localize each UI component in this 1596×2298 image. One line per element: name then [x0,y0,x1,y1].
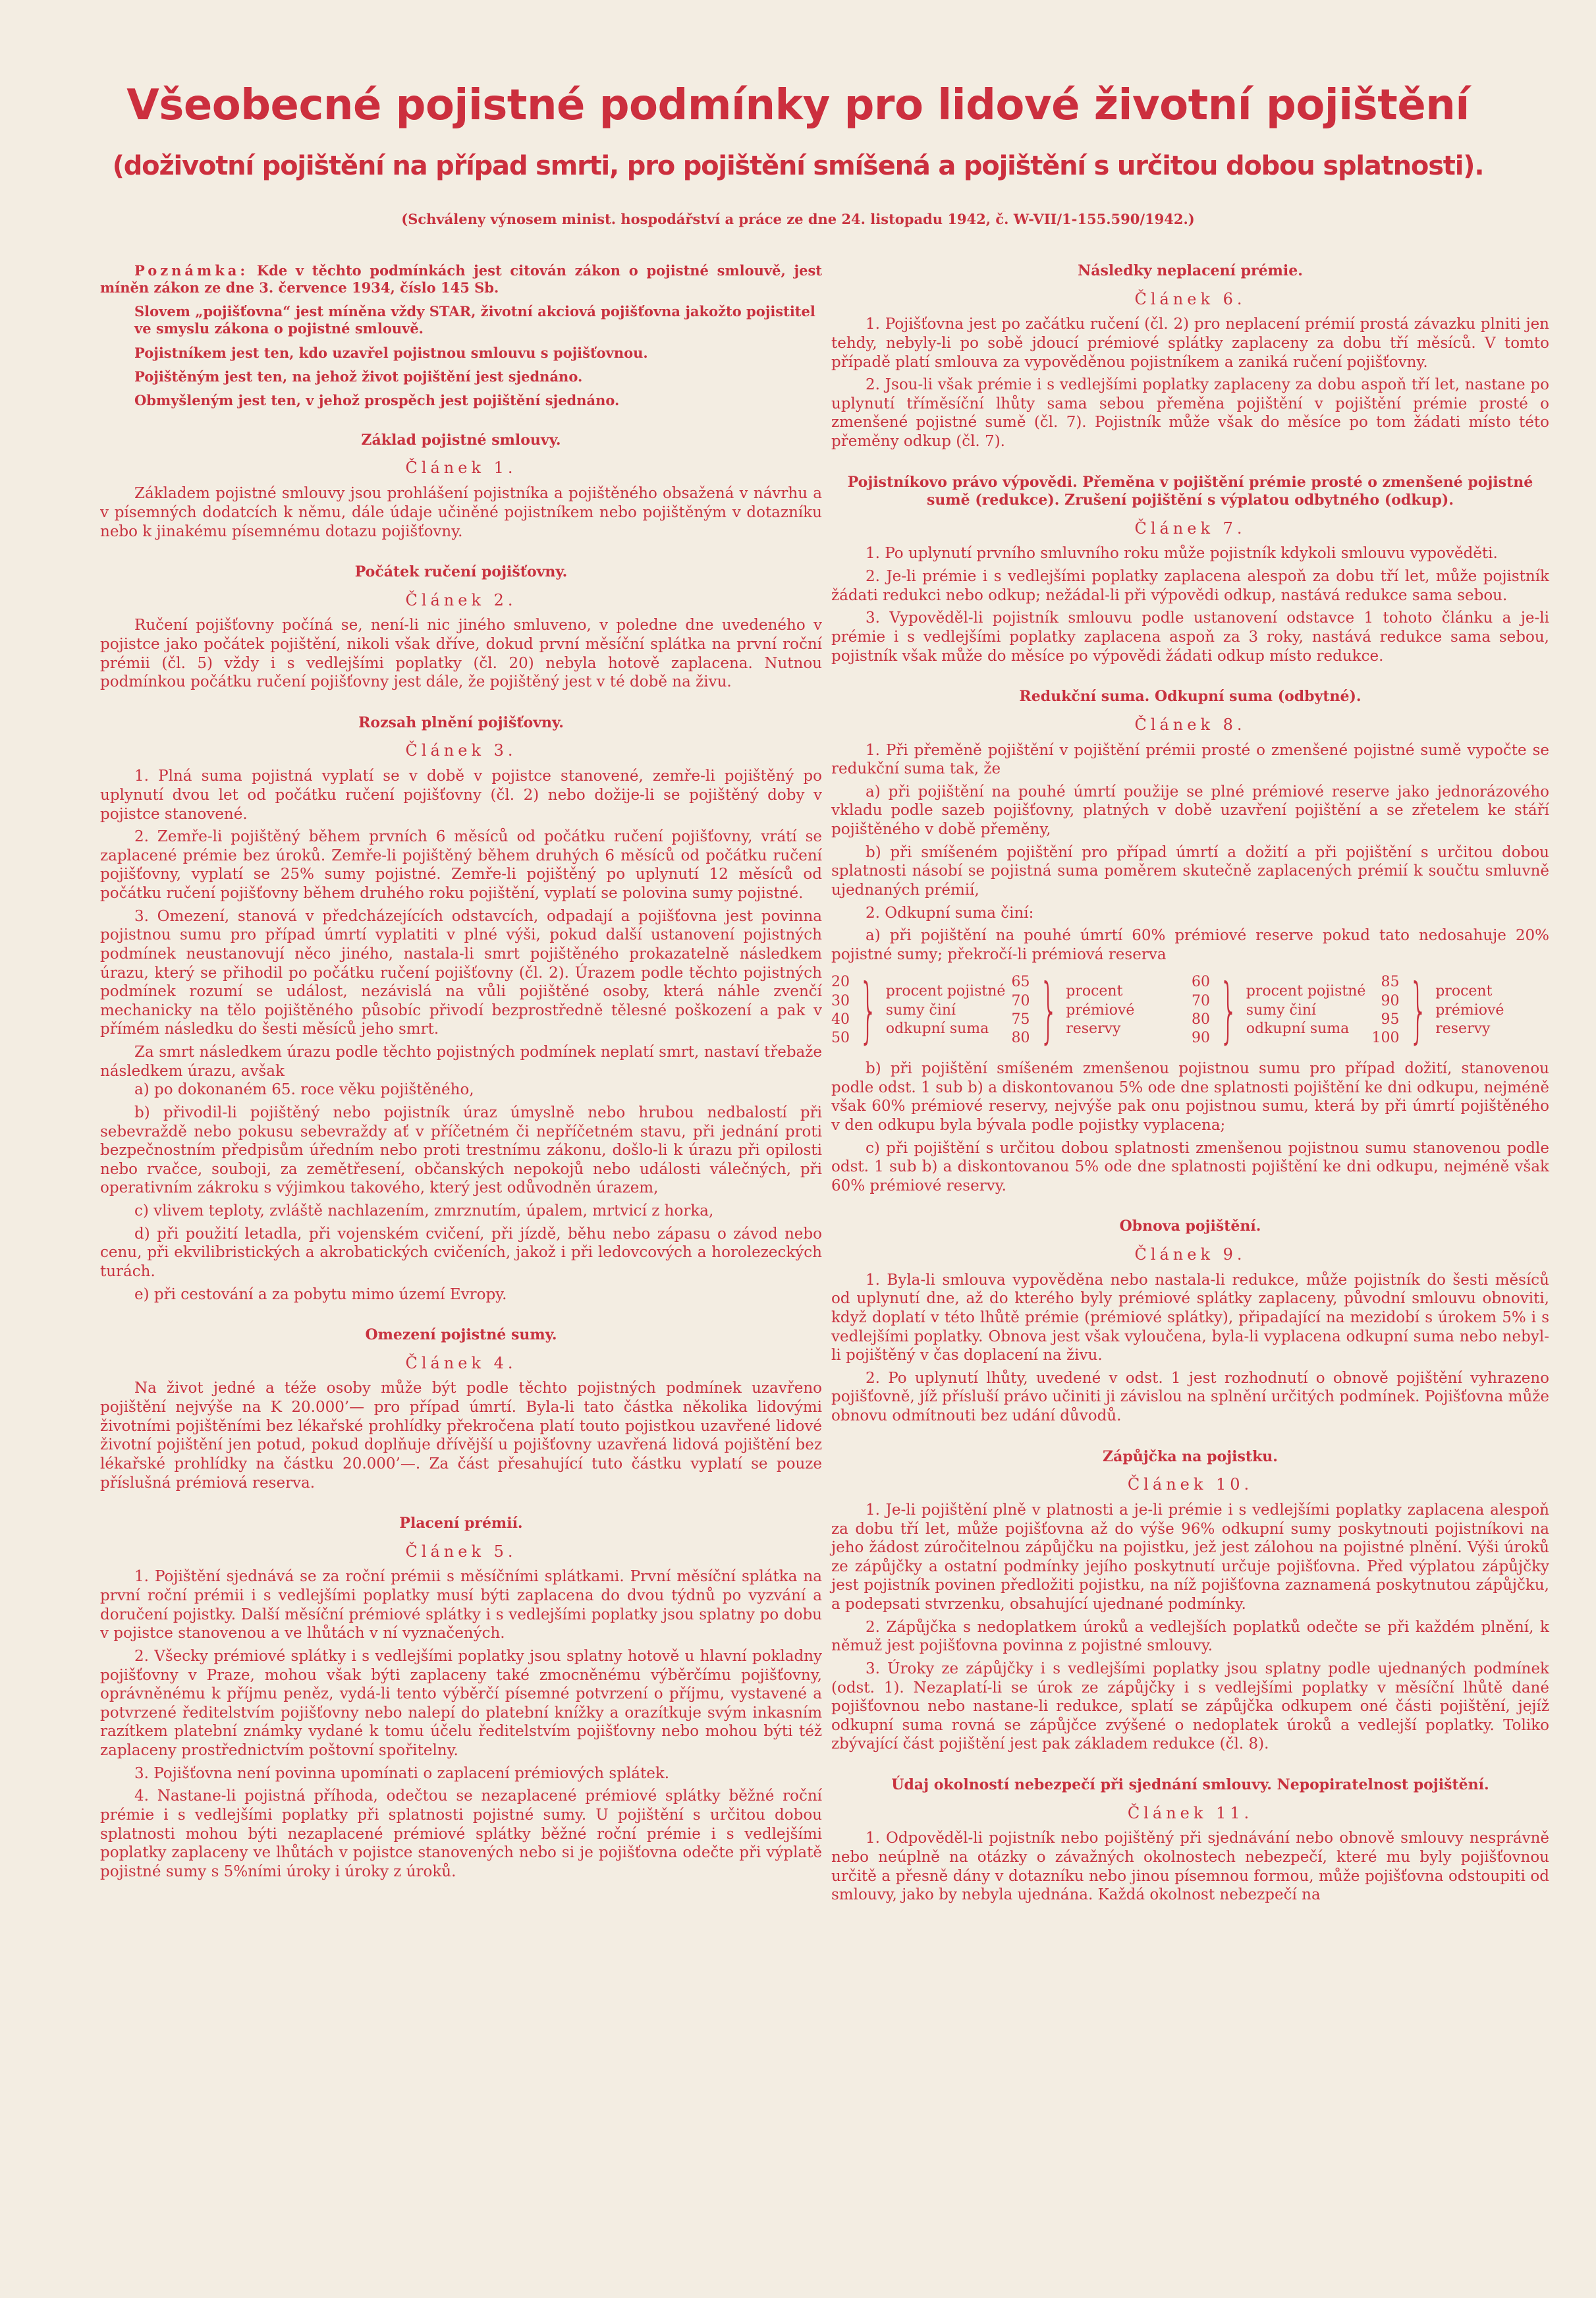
percent-value: 75 [1011,1011,1030,1028]
percent-label: procent pojistné sumy činí odkupní suma [885,983,1006,1037]
percent-value: 30 [831,992,850,1009]
list-item: a) při pojištění na pouhé úmrtí 60% prémiové reserve pokud tato nedosahuje 20% pojistné sumy; překročí-li prémiová reserva [831,927,1549,963]
paragraph: 2. Zápůjčka s nedoplatkem úroků a vedlejších poplatků odečte se při každém plnění, k němuž jest pojišťovna povinna z pojistné smlouvy. [831,1618,1549,1655]
percent-label: procent prémiové reservy [1435,983,1504,1037]
list-item: a) po dokonaném 65. roce věku pojištěného, [134,1081,474,1099]
article-number: Článek 6. [1134,289,1246,308]
percent-label: procent pojistné sumy činí odkupní suma [1246,983,1366,1037]
list-item: e) při cestování a za pobytu mimo území Evropy. [134,1285,507,1303]
paragraph: 3. Omezení, stanová v předcházejících odstavcích, odpadají a pojišťovna jest povinna pojistnou sumu pro případ úmrtí vyplatiti v plné výši, pokud další ustanovení pojistných podmínek neustanovují něco jiného, nastala-li smrt pojištěného prokazatelně následkem úrazu, který se přihodil po počátku ručení pojišťovny (čl. 2). Úrazem podle těchto pojistných podmínek rozumí se událost, nezávislá na vůli pojištěné osoby, která náhle zvenčí mechanicky na tělo pojištěného působíc přivodí bezprostředně tělesné poškození a pak v přímém následku do šesti měsíců jeho smrt. [100,907,822,1038]
note-label: Poznámka: [134,262,249,279]
document-title: Všeobecné pojistné podmínky pro lidové životní pojištění [126,81,1470,130]
percent-value: 20 [831,974,850,991]
paragraph: 1. Je-li pojištění plně v platnosti a je-li prémie i s vedlejšími poplatky zaplacena alespoň za dobu tří let, může pojišťovna až do výše 96% odkupní sumy poskytnouti pojistníkovi na jeho žádost zúročitelnou zápůjčku na pojistku, jež jest zálohou na pojistné plnění. Výši úroků ze zápůjčky a ostatní podmínky jejího poskytnutí určuje pojišťovna. Před výplatou zápůjčky jest pojistník povinen předložiti pojistku, na níž pojišťovna zaznamená poskytnutou zápůjčku, a podepsati stvrzenku, obsahující ujednané podmínky. [831,1501,1549,1613]
section-heading: Následky neplacení prémie. [1078,262,1303,279]
list-item: b) při pojištění smíšeném zmenšenou pojistnou sumu pro případ dožití, stanovenou podle odst. 1 sub b) a diskontovanou 5% ode dne splatnosti pojištění ke dni odkupu, nejméně však 60% prémiové reservy, nejvýše pak onu pojistnou sumu, která by při úmrtí pojištěného v den odkupu byla bývala podle pojistky vyplacena; [831,1060,1549,1134]
section-heading: Obnova pojištění. [1119,1218,1261,1235]
section-heading: Redukční suma. Odkupní suma (odbytné). [1019,688,1362,706]
paragraph: 1. Byla-li smlouva vypověděna nebo nastala-li redukce, může pojistník do šesti měsíců od uplynutí dne, až do kterého byly prémiové splátky zaplaceny, původní smlouvu obnoviti, když doplatí v této lhůtě prémie (prémiové splátky), připadající na mezidobí s úrokem 5% i s vedlejšími poplatky. Obnova jest však vyloučena, byla-li vyplacena odkupní suma nebo nebyl-li pojištěný v čas doplacení na živu. [831,1271,1549,1364]
definition-pojistovna: Slovem „pojišťovna“ jest míněna vždy STAR, životní akciová pojišťovna jakožto pojistitel ve smyslu zákona o pojistné smlouvě. [134,303,815,337]
paragraph: 1. Při přeměně pojištění v pojištění prémii prosté o zmenšené pojistné sumě vypočte se redukční suma tak, že [831,741,1549,778]
article-number: Článek 7. [1134,518,1246,538]
percent-values [831,973,852,1048]
article-number: Článek 11. [1127,1803,1253,1822]
percent-value: 90 [1381,992,1400,1009]
section-heading: Zápůjčka na pojistku. [1103,1447,1278,1465]
definition-pojisteny: Pojištěným jest ten, na jehož život pojištění jest sjednáno. [134,368,583,385]
section-heading: Údaj okolností nebezpečí při sjednání smlouvy. Nepopiratelnost pojištění. [891,1776,1489,1794]
section-heading: Pojistníkovo právo výpovědi. Přeměna v pojištění prémie prosté o zmenšené pojistné sumě (redukce). Zrušení pojištění s výplatou odbytného (odkup). [847,473,1533,509]
section-heading: Placení prémií. [399,1515,523,1532]
section-heading: Rozsah plnění pojišťovny. [358,714,564,731]
percent-value: 60 [1192,974,1210,991]
paragraph: 2. Jsou-li však prémie i s vedlejšími poplatky zaplaceny za dobu aspoň tří let, nastane po uplynutí tříměsíční lhůty sama sebou přeměna pojištění v pojištění prémie prosté o zmenšené pojistné sumě (čl. 7). Pojistník může však do měsíce po tom žádati místo této přeměny odkup (čl. 7). [831,376,1549,451]
percent-value: 65 [1011,974,1030,991]
percent-group [831,968,1009,1051]
paragraph: 3. Vypověděl-li pojistník smlouvu podle ustanovení odstavce 1 tohoto článku a je-li prémie i s vedlejšími poplatky zaplacena aspoň za 3 roky, nastává redukce sama sebou, pojistník však může do měsíce po výpovědi žádati odkup místo redukce. [831,609,1549,665]
article-number: Článek 1. [405,459,517,478]
right-column [831,262,1549,1905]
list-item: b) při smíšeném pojištění pro případ úmrtí a dožití a při pojištění s určitou dobou splatnosti násobí se pojistná suma poměrem skutečně zaplacených prémií k součtu smluvně ujednaných prémií, [831,843,1549,899]
article-number: Článek 3. [405,741,517,760]
list-item: d) při použití letadla, při vojenském cvičení, při jízdě, běhu nebo zápasu o závod nebo cenu, při ekvilibristických a akrobatických cvičeních, jakož i při ledovcových a horolezeckých turách. [100,1225,822,1280]
article-number: Článek 10. [1127,1475,1253,1494]
article-number: Článek 9. [1134,1245,1246,1264]
percent-value: 100 [1371,1029,1400,1046]
article-number: Článek 2. [405,590,517,609]
paragraph: Ručení pojišťovny počíná se, není-li nic jiného smluveno, v poledne dne uvedeného v pojistce jako počátek pojištění, nikoli však dříve, dokud první měsíční splátka na první roční prémii (čl. 5) vždy i s vedlejšími poplatky (čl. 20) nebyla hotově zaplacena. Nutnou podmínkou počátku ručení pojišťovny jest dále, že pojištěný jest v té době na živu. [100,617,822,691]
section-heading: Základ pojistné smlouvy. [361,431,561,449]
percent-value: 70 [1011,992,1030,1009]
brace-icon: } [1039,968,1059,1051]
document-subtitle: (doživotní pojištění na případ smrti, pro pojištění smíšená a pojištění s určitou dobou splatnosti). [112,151,1484,181]
paragraph: 1. Plná suma pojistná vyplatí se v době v pojistce stanovené, zemře-li pojištěný po uplynutí dvou let od počátku ručení pojišťovny (čl. 2) nebo dožije-li se pojištěný doby v pojistce stanovené. [100,768,822,823]
percent-value: 80 [1192,1011,1210,1028]
paragraph: 3. Úroky ze zápůjčky i s vedlejšími poplatky jsou splatny podle ujednaných podmínek (odst. 1). Nezaplatí-li se úrok ze zápůjčky i s vedlejšími poplatky v měsíční lhůtě dané pojišťovnou nebo nastane-li redukce, splatí se zápůjčka odkupem oné části pojištění, jejíž odkupní suma rovná se zápůjčce zvýšené o nedoplatek úroků a vedlejší poplatky. Toliko zbývající část pojištění jest pak základem redukce (čl. 8). [831,1660,1549,1753]
list-item: a) při pojištění na pouhé úmrtí použije se plné prémiové reserve jako jednorázového vkladu podle sazeb pojišťovny, platných v době uzavření pojištění a se zřetelem ke stáří pojištěného v době přeměny, [831,783,1549,839]
article-number: Článek 4. [405,1353,517,1372]
percent-value: 70 [1192,992,1210,1009]
note-text: Kde v těchto podmínkách jest citován zákon o pojistné smlouvě, jest míněn zákon ze dne 3. července 1934, číslo 145 Sb. [100,262,823,296]
paragraph: 2. Odkupní suma činí: [866,904,1034,922]
paragraph: 1. Pojištění sjednává se za roční prémii s měsíčními splátkami. První měsíční splátka na první roční prémii i s vedlejšími poplatky musí býti zaplacena do dvou týdnů po vyzvání a doručení pojistky. Další měsíční prémiové splátky i s vedlejšími poplatky jsou splatny po dobu v pojistce stanovenou a ve lhůtách v ní vyznačených. [100,1568,822,1642]
redemption-percent-table [831,968,1549,1051]
percent-values [1192,973,1213,1048]
percent-group [1371,968,1550,1051]
percent-value: 90 [1192,1029,1210,1046]
paragraph: 1. Odpověděl-li pojistník nebo pojištěný při sjednávání nebo obnově smlouvy nesprávně nebo neúplně na otázky o závažných okolnostech nebezpečí, které mu byly pojišťovnou určitě a přesně dány v dotazníku nebo jinou písemnou formou, může pojišťovna odstoupiti od smlouvy, jako by nebyla ujednána. Každá okolnost nebezpečí na [831,1830,1549,1904]
exclusion-list [100,1080,822,1304]
preamble-note [100,262,822,296]
brace-icon: } [1408,968,1428,1051]
definition-obmysleny: Obmyšleným jest ten, v jehož prospěch jest pojištění sjednáno. [134,391,620,408]
paragraph: 2. Po uplynutí lhůty, uvedené v odst. 1 jest rozhodnutí o obnově pojištění vyhrazeno pojišťovně, jíž přísluší právo učiniti ji závislou na splnění určitých podmínek. Pojišťovna může obnovu odmítnouti bez udání důvodů. [831,1369,1549,1425]
percent-value: 50 [831,1029,850,1046]
percent-label: procent prémiové reservy [1066,983,1135,1037]
paragraph: 1. Po uplynutí prvního smluvního roku může pojistník kdykoli smlouvu vypověděti. [866,545,1498,563]
percent-value: 85 [1381,974,1400,991]
percent-values [1372,973,1402,1048]
article-number: Článek 8. [1134,715,1246,734]
paragraph: Za smrt následkem úrazu podle těchto pojistných podmínek neplatí smrt, nastaví třebaže následkem úrazu, avšak [100,1044,822,1080]
brace-icon: } [1219,968,1238,1051]
definition-pojistnik: Pojistníkem jest ten, kdo uzavřel pojistnou smlouvu s pojišťovnou. [134,344,648,361]
paragraph: 2. Zemře-li pojištěný během prvních 6 měsíců od počátku ručení pojišťovny, vrátí se zaplacené prémie bez úroků. Zemře-li pojištěný během druhých 6 měsíců od počátku ručení pojišťovny, vyplatí se 25% sumy pojistné. Zemře-li pojištěný po uplynutí 12 měsíců od počátku ručení pojišťovny během druhého roku pojištění, vyplatí se polovina sumy pojistné. [100,828,822,902]
approval-note: (Schváleny výnosem minist. hospodářství a práce ze dne 24. listopadu 1942, č. W-VII/1-155.590/1942.) [401,211,1195,227]
paragraph: Na život jedné a téže osoby může být podle těchto pojistných podmínek uzavřeno pojištění nejvýše na K 20.000’— pro případ úmrtí. Byla-li tato částka několika lidovými životními pojištěními bez lékařské prohlídky překročena platí touto pojistkou uzavřené lidové životní pojištění jen potud, pokud doplňuje dřívější u pojišťovny uzavřená lidová pojištění bez lékařské prohlídky na částku 20.000’—. Za část přesahující tuto částku vyplatí se pouze příslušná prémiová reserva. [100,1380,822,1492]
percent-value: 95 [1381,1011,1400,1028]
percent-values [1012,973,1033,1048]
list-item: c) vlivem teploty, zvláště nachlazením, zmrznutím, úpalem, mrtvicí z horka, [134,1202,714,1219]
list-item: b) přivodil-li pojištěný nebo pojistník úraz úmyslně nebo hrubou nedbalostí při sebevraždě nebo pokusu sebevraždy ať v příčetném či nepříčetném stavu, při jednání proti bezpečnostním předpisům úředním nebo proti trestnímu zákonu, došlo-li k úrazu při opilosti nebo rvačce, souboji, za zemětřesení, občanských nepokojů nebo události válečných, při operativním zákroku s výjimkou takového, který jest odůvodněn úrazem, [100,1104,822,1197]
article-number: Článek 5. [405,1542,517,1561]
section-heading: Počátek ručení pojišťovny. [354,563,568,581]
percent-group [1011,968,1190,1051]
left-column [100,262,822,1881]
paragraph: 1. Pojišťovna jest po začátku ručení (čl. 2) pro neplacení prémií prostá závazku plniti jen tehdy, nebyly-li po sobě jdoucí prémiové splátky zaplaceny za dobu tří měsíců. V tomto případě platí smlouva za vypověděnou pojistníkem a zaniká ručení pojišťovny. [831,316,1549,371]
paragraph: 3. Pojišťovna není povinna upomínati o zaplacení prémiových splátek. [134,1764,670,1782]
percent-group [1192,968,1369,1051]
paragraph: Základem pojistné smlouvy jsou prohlášení pojistníka a pojištěného obsažená v návrhu a v písemných dodatcích k němu, dále údaje učiněné pojistníkem nebo pojištěným v dotazníku nebo k jinakému písemnému dotazu pojišťovny. [100,485,822,540]
section-heading: Omezení pojistné sumy. [365,1326,557,1344]
paragraph: 2. Je-li prémie i s vedlejšími poplatky zaplacena alespoň za dobu tří let, může pojistník žádati redukci nebo odkup; nežádal-li při výpovědi odkup, nastává redukce sama sebou. [831,568,1549,604]
percent-value: 80 [1011,1029,1030,1046]
paragraph: 4. Nastane-li pojistná příhoda, odečtou se nezaplacené prémiové splátky běžné roční prémie i s vedlejšími poplatky při splatnosti pojistné sumy. U pojištění s určitou dobou splatnosti mohou býti nezaplacené prémiové splátky běžné roční prémie i s vedlejšími poplatky zaplaceny ve lhůtách v pojistce stanovených nebo si je pojišťovna odečte při výplatě pojistné sumy s 5%ními úroky i úroky z úroků. [100,1787,822,1880]
paragraph: 2. Všecky prémiové splátky i s vedlejšími poplatky jsou splatny hotově u hlavní pokladny pojišťovny v Praze, mohou však býti zaplaceny také zmocněnému výběrčímu pojišťovny, oprávněnému k příjmu peněz, vydá-li tento výběrčí písemné potvrzení o příjmu, vystavené a potvrzené ředitelstvím pojišťovny nebo nalepí do platební knížky a orazítkuje svým inkasním razítkem platební známky vydané k tomu účelu ředitelstvím pojišťovny nebo mohou býti též zaplaceny prostřednictvím poštovní spořitelny. [100,1647,822,1760]
brace-icon: } [858,968,878,1051]
list-item: c) při pojištění s určitou dobou splatnosti zmenšenou pojistnou sumu stanovenou podle odst. 1 sub b) a diskontovanou 5% ode dne splatnosti pojištění ke dni odkupu, nejméně však 60% prémiové reservy. [831,1139,1549,1194]
percent-value: 40 [831,1011,850,1028]
